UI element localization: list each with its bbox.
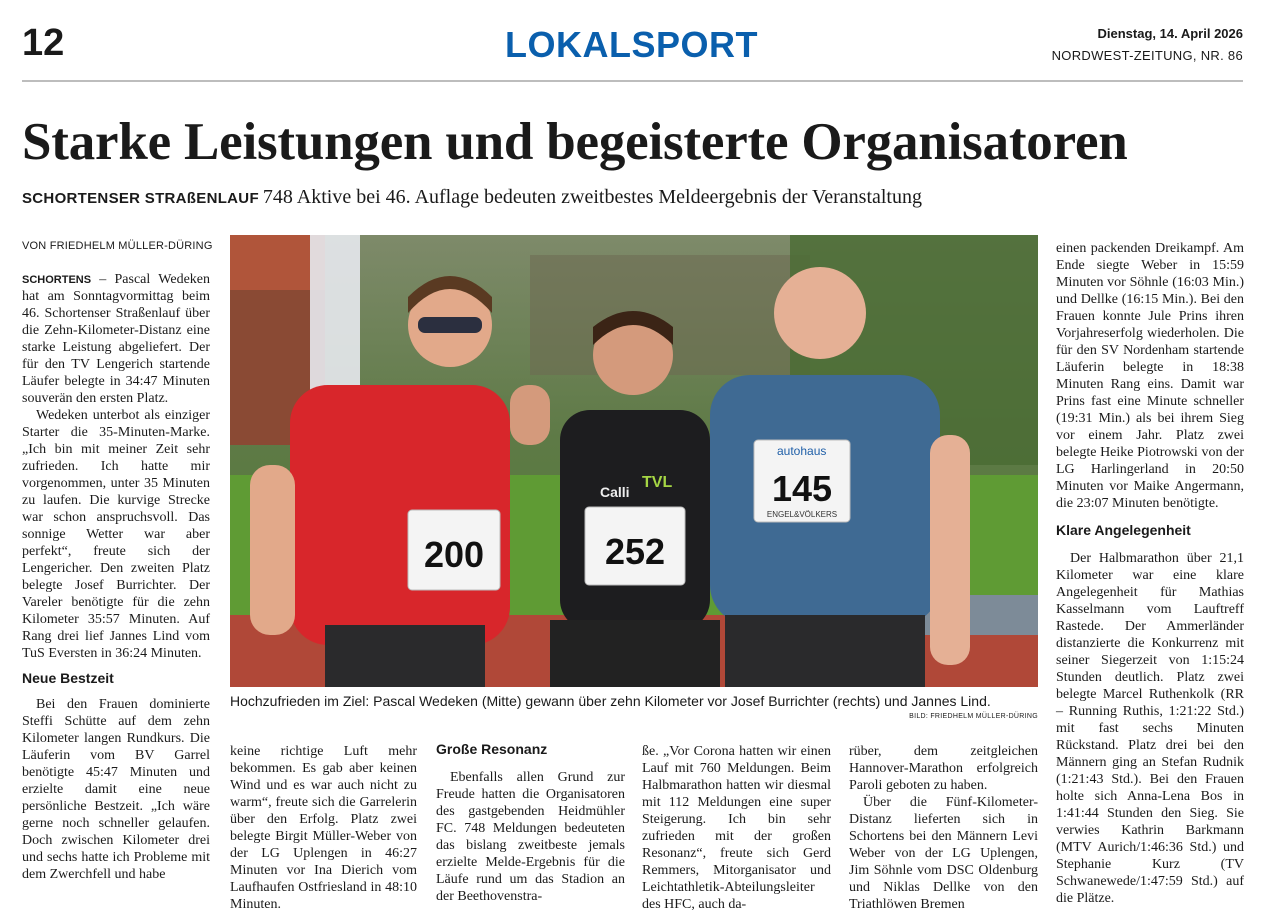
shirt-brand: TVL [642,474,673,491]
paragraph: Ebenfalls allen Grund zur Freude hatten die Organisatoren des gastgebenden Heidmühler FC. 748 Meldungen bedeuteten das bislang zweitbeste jemals erzielte Melde-Ergebnis für die Läufe rund um das Stadion an der Beethovenstra- [436,770,625,904]
photo-credit: BILD: FRIEDHELM MÜLLER-DÜRING [909,713,1038,720]
lead-text: – Pascal Wedeken hat am Sonntagvormittag beim 46. Schortenser Straßenlauf über die Zehn-Kilometer-Distanz eine starke Leistung abgeliefert. Der für den TV Lengerich startende Läufer belegte in 34:47 Minuten souverän den ersten Platz. [22,272,210,406]
bib-number: 252 [604,531,666,572]
subheading: Neue Bestzeit [22,670,114,686]
column-2 [230,743,417,913]
newspaper-issue: NORDWEST-ZEITUNG, NR. 86 [1051,48,1243,63]
paragraph: keine richtige Luft mehr bekommen. Es gab aber keinen Wind und es war auch nicht zu warm“, freute sich die Garrelerin über den Erfolg. Platz zwei belegte Birgit Müller-Weber von der LG Uplengen in 46:27 Minuten vor Ina Dierich vom Laufhaufen Ostfriesland in 48:10 Minuten. [230,744,417,912]
kicker-line [22,186,922,209]
deck: 748 Aktive bei 46. Auflage bedeuten zweitbestes Meldeergebnis der Veranstaltung [262,186,922,208]
photo-caption: Hochzufrieden im Ziel: Pascal Wedeken (Mitte) gewann über zehn Kilometer vor Josef Burrichter (rechts) und Jannes Lind. [230,693,991,709]
paragraph: Der Halbmarathon über 21,1 Kilometer war eine klare Angelegenheit für Mathias Kasselmann vom Lauftreff Rastede. Der Ammerländer distanzierte die Konkurrenz mit seiner Siegerzeit von 1:15:24 Stunden deutlich. Platz zwei belegte Marcel Ruthenkolk (RR – Running Ruthis, 1:21:22 Std.) mit fast sechs Minuten Rückstand. Platz drei bei den Männern ging an Stefan Rudnik (1:21:43 Std.). Bei den Frauen holte sich Anna-Lena Bos in 1:41:44 Stunden den Sieg. Sie verwies Kathrin Barkmann (MTV Aurich/1:46:36 Std.) und Stephanie Kurz (TV Schwanewede/1:47:59 Std.) auf die Plätze. [1056,551,1244,906]
runners-photo [230,235,1038,687]
paragraph: Wedeken unterbot als einziger Starter die 35-Minuten-Marke. „Ich bin mit meiner Zeit sehr zufrieden. Ich hatte mir vorgenommen, unter 35 Minuten zu laufen. Die kurvige Strecke war schon anspruchsvoll. Das sonnige Wetter war aber perfekt“, freute sich der Lengericher. Den zweiten Platz belegte Josef Burrichter. Der Vareler benötigte für die zehn Kilometer 35:57 Minuten. Auf Rang drei lief Jannes Lind vom TuS Eversten in 36:24 Minuten. [22,408,210,661]
column-4 [642,743,831,913]
paragraph: rüber, dem zeitgleichen Hannover-Marathon erfolgreich Paroli geboten zu haben. [849,744,1038,793]
column-3 [436,741,625,905]
bib-number: 200 [423,534,485,575]
article-photo [230,235,1038,687]
headline: Starke Leistungen und begeisterte Organisatoren [22,113,1128,171]
masthead-divider [22,80,1243,82]
subheading: Große Resonanz [436,741,548,757]
bib-number: 145 [771,468,833,509]
paragraph: Bei den Frauen dominierte Steffi Schütte auf dem zehn Kilometer langen Rundkurs. Die Läuferin vom BV Garrel benötigte 45:47 Minuten und erzielte damit eine neue persönliche Bestzeit. „Ich wäre gerne noch schneller gelaufen. Doch zwischen Kilometer drei und sechs hatte ich Probleme mit dem Zwerchfell und habe [22,697,210,882]
kicker: SCHORTENSER STRAßENLAUF [22,190,259,207]
bib-sponsor: autohaus [777,444,827,458]
shirt-text: Calli [600,484,630,500]
page-number: 12 [22,22,65,64]
lead-paragraph [22,271,210,407]
byline: VON FRIEDHELM MÜLLER-DÜRING [22,240,213,252]
paragraph: Über die Fünf-Kilometer-Distanz lieferten sich in Schortens bei den Männern Levi Weber von der LG Uplengen, Jim Söhnle vom DSC Oldenburg und Niklas Dellke von den Triathlöwen Bremen [849,795,1038,912]
column-1 [22,271,210,883]
paragraph: einen packenden Dreikampf. Am Ende siegte Weber in 15:59 Minuten vor Söhnle (16:03 Min.) und Dellke (16:15 Min.). Bei den Frauen konnte Jule Prins ihren Vorjahreserfolg wiederholen. Die für den SV Nordenham startende Läuferin belegte in 18:38 Minuten Rang eins. Damit war Prins fast eine Minute schneller (19:31 Min.) als bei ihrem Sieg vor einem Jahr. Platz zwei belegte Heike Piotrowski von der LG Harlingerland in 20:50 Minuten vor Maike Angermann, die 23:07 Minuten benötigte. [1056,241,1244,511]
issue-date: Dienstag, 14. April 2026 [1097,26,1243,41]
subheading: Klare Angelegenheit [1056,522,1191,538]
column-5 [849,743,1038,913]
column-6 [1056,240,1244,907]
section-title: LOKALSPORT [505,24,758,65]
paragraph: ße. „Vor Corona hatten wir einen Lauf mit 760 Meldungen. Beim Halbmarathon hatten wir diesmal mit 112 Meldungen eine super Steigerung. Ich bin sehr zufrieden mit der großen Resonanz“, freute sich Gerd Remmers, Mitorganisator und Leichtathletik-Abteilungsleiter des HFC, auch da- [642,744,831,912]
bib-sponsor-bottom: ENGEL&VÖLKERS [766,510,838,519]
dateline: SCHORTENS [22,274,92,286]
